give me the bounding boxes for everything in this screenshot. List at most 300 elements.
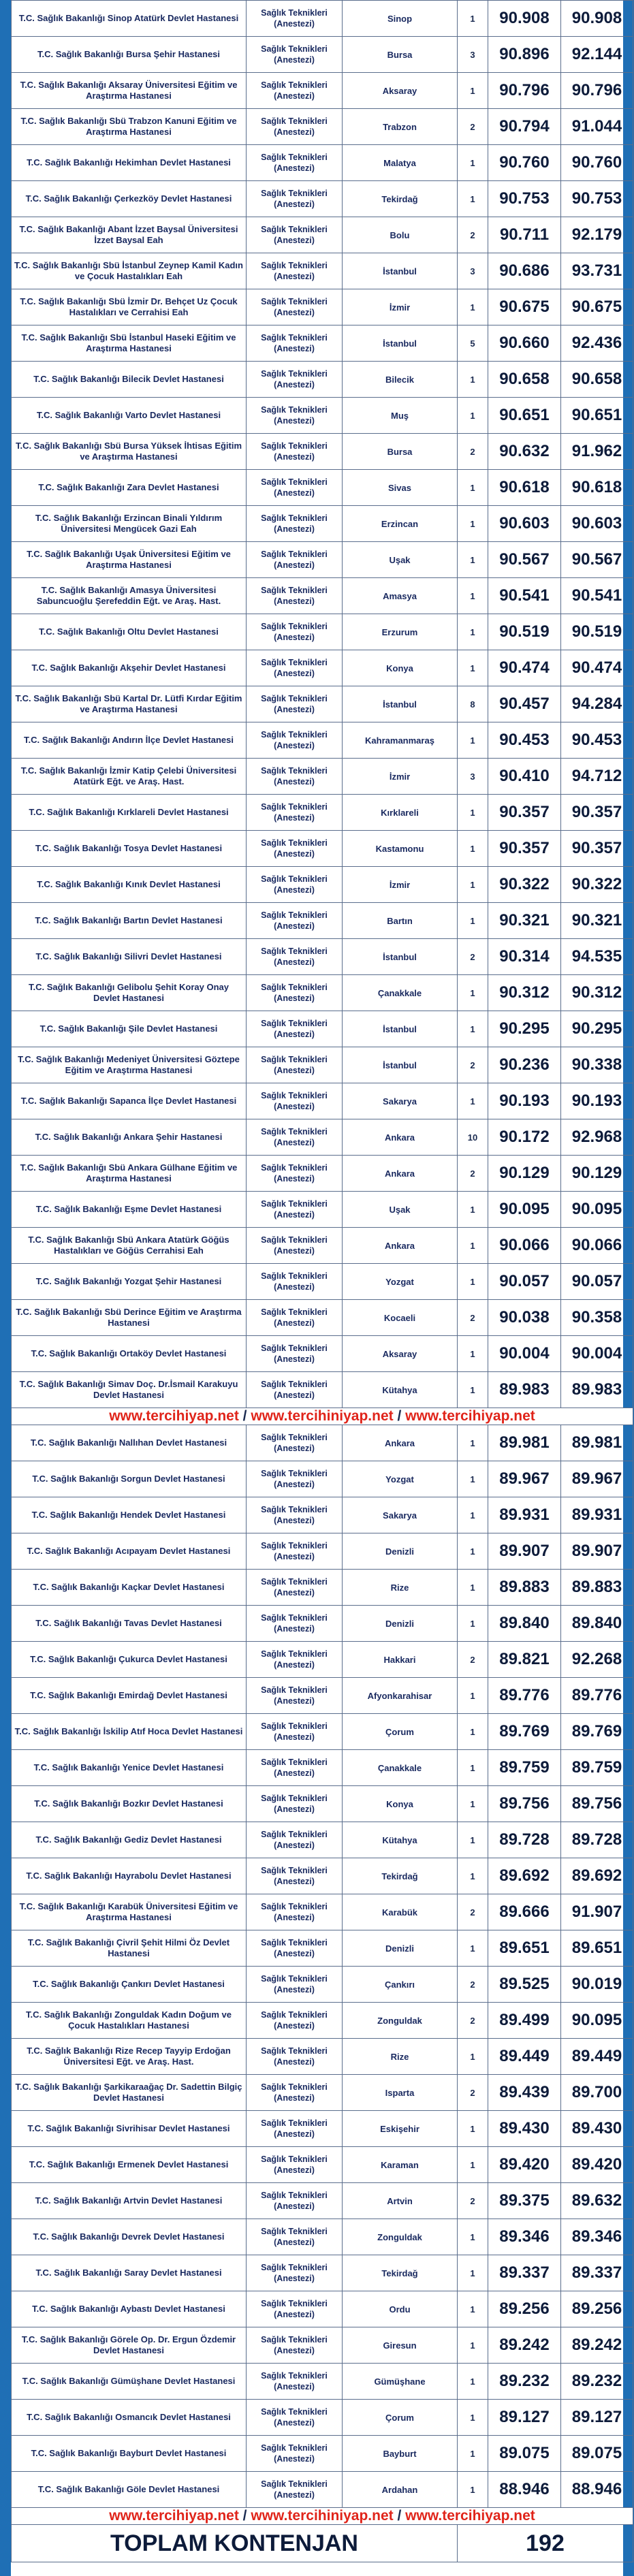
hospital-name: T.C. Sağlık Bakanlığı Devrek Devlet Hastanesi xyxy=(12,2219,247,2255)
base-score: 90.295 xyxy=(488,1011,561,1047)
base-score: 89.981 xyxy=(488,1425,561,1461)
base-score: 90.760 xyxy=(488,145,561,181)
program-name: Sağlık Teknikleri (Anestezi) xyxy=(247,542,343,578)
table-body-second xyxy=(12,1425,633,2508)
table-row xyxy=(12,1533,633,1570)
base-score: 89.840 xyxy=(488,1606,561,1642)
hospital-name: T.C. Sağlık Bakanlığı Bursa Şehir Hastanesi xyxy=(12,37,247,73)
base-score: 90.603 xyxy=(488,506,561,542)
program-name: Sağlık Teknikleri (Anestezi) xyxy=(247,1894,343,1930)
base-score: 89.346 xyxy=(488,2219,561,2255)
quota-value: 3 xyxy=(458,253,488,289)
base-score: 90.321 xyxy=(488,903,561,939)
top-score: 92.436 xyxy=(561,325,633,362)
top-score: 90.322 xyxy=(561,867,633,903)
program-name: Sağlık Teknikleri (Anestezi) xyxy=(247,506,343,542)
quota-value: 1 xyxy=(458,903,488,939)
hospital-name: T.C. Sağlık Bakanlığı Andırın İlçe Devlet Hastanesi xyxy=(12,722,247,759)
watermark-slash: / xyxy=(242,2508,247,2524)
table-row xyxy=(12,1930,633,1967)
quota-value: 1 xyxy=(458,1606,488,1642)
top-score: 93.731 xyxy=(561,253,633,289)
table-row xyxy=(12,2039,633,2075)
hospital-name: T.C. Sağlık Bakanlığı Sbü Derince Eğitim ve Araştırma Hastanesi xyxy=(12,1300,247,1336)
top-score: 90.095 xyxy=(561,1192,633,1228)
hospital-name: T.C. Sağlık Bakanlığı Ermenek Devlet Hastanesi xyxy=(12,2147,247,2183)
hospital-name: T.C. Sağlık Bakanlığı Zara Devlet Hastanesi xyxy=(12,470,247,506)
program-name: Sağlık Teknikleri (Anestezi) xyxy=(247,2327,343,2364)
top-score: 89.883 xyxy=(561,1570,633,1606)
hospital-name: T.C. Sağlık Bakanlığı Sapanca İlçe Devlet Hastanesi xyxy=(12,1083,247,1119)
base-score: 89.883 xyxy=(488,1570,561,1606)
program-name: Sağlık Teknikleri (Anestezi) xyxy=(247,362,343,398)
table-row xyxy=(12,614,633,650)
hospital-name: T.C. Sağlık Bakanlığı Çerkezköy Devlet Hastanesi xyxy=(12,181,247,217)
hospital-name: T.C. Sağlık Bakanlığı Sbü Ankara Atatürk Göğüs Hastalıkları ve Göğüs Cerrahisi Eah xyxy=(12,1228,247,1264)
quota-value: 1 xyxy=(458,542,488,578)
table-row xyxy=(12,867,633,903)
hospital-name: T.C. Sağlık Bakanlığı Bozkır Devlet Hastanesi xyxy=(12,1786,247,1822)
program-name: Sağlık Teknikleri (Anestezi) xyxy=(247,1570,343,1606)
hospital-name: T.C. Sağlık Bakanlığı İzmir Katip Çelebi Üniversitesi Atatürk Eğt. ve Araş. Hast. xyxy=(12,759,247,795)
quota-value: 1 xyxy=(458,1497,488,1533)
base-score: 89.430 xyxy=(488,2111,561,2147)
total-value: 192 xyxy=(458,2525,633,2562)
program-name: Sağlık Teknikleri (Anestezi) xyxy=(247,1300,343,1336)
table-row xyxy=(12,362,633,398)
watermark-link-2[interactable]: www.tercihiniyap.net xyxy=(251,1408,394,1424)
top-score: 89.769 xyxy=(561,1714,633,1750)
quota-table-container xyxy=(11,0,623,2576)
table-row xyxy=(12,722,633,759)
top-score: 89.981 xyxy=(561,1425,633,1461)
top-score: 90.658 xyxy=(561,362,633,398)
quota-value: 1 xyxy=(458,181,488,217)
hospital-name: T.C. Sağlık Bakanlığı Amasya Üniversitesi Sabuncuoğlu Şerefeddin Eğt. ve Araş. Hast. xyxy=(12,578,247,614)
watermark-link-3[interactable]: www.tercihiyap.net xyxy=(405,1408,535,1424)
base-score: 90.457 xyxy=(488,686,561,722)
base-score: 90.314 xyxy=(488,939,561,975)
base-score: 90.658 xyxy=(488,362,561,398)
quota-value: 1 xyxy=(458,470,488,506)
city-name: Erzurum xyxy=(343,614,458,650)
base-score: 90.519 xyxy=(488,614,561,650)
table-row xyxy=(12,2291,633,2327)
program-name: Sağlık Teknikleri (Anestezi) xyxy=(247,759,343,795)
hospital-name: T.C. Sağlık Bakanlığı Çivril Şehit Hilmi Öz Devlet Hastanesi xyxy=(12,1930,247,1967)
program-name: Sağlık Teknikleri (Anestezi) xyxy=(247,1967,343,2003)
hospital-name: T.C. Sağlık Bakanlığı Çankırı Devlet Hastanesi xyxy=(12,1967,247,2003)
quota-value: 1 xyxy=(458,398,488,434)
hospital-name: T.C. Sağlık Bakanlığı Göle Devlet Hastanesi xyxy=(12,2472,247,2508)
table-row xyxy=(12,1119,633,1156)
base-score: 90.322 xyxy=(488,867,561,903)
quota-value: 1 xyxy=(458,2400,488,2436)
program-name: Sağlık Teknikleri (Anestezi) xyxy=(247,217,343,253)
table-row xyxy=(12,1606,633,1642)
program-name: Sağlık Teknikleri (Anestezi) xyxy=(247,2436,343,2472)
table-row xyxy=(12,1336,633,1372)
quota-value: 1 xyxy=(458,1228,488,1264)
program-name: Sağlık Teknikleri (Anestezi) xyxy=(247,1533,343,1570)
city-name: Yozgat xyxy=(343,1264,458,1300)
program-name: Sağlık Teknikleri (Anestezi) xyxy=(247,289,343,325)
quota-value: 1 xyxy=(458,1678,488,1714)
watermark-link-1[interactable]: www.tercihiyap.net xyxy=(109,2508,239,2524)
program-name: Sağlık Teknikleri (Anestezi) xyxy=(247,434,343,470)
city-name: Artvin xyxy=(343,2183,458,2219)
base-score: 90.796 xyxy=(488,73,561,109)
city-name: Bolu xyxy=(343,217,458,253)
table-row xyxy=(12,1,633,37)
program-name: Sağlık Teknikleri (Anestezi) xyxy=(247,1858,343,1894)
hospital-name: T.C. Sağlık Bakanlığı Sorgun Devlet Hastanesi xyxy=(12,1461,247,1497)
quota-value: 8 xyxy=(458,686,488,722)
table-row xyxy=(12,181,633,217)
program-name: Sağlık Teknikleri (Anestezi) xyxy=(247,1047,343,1083)
table-row xyxy=(12,975,633,1011)
quota-value: 1 xyxy=(458,578,488,614)
program-name: Sağlık Teknikleri (Anestezi) xyxy=(247,1497,343,1533)
base-score: 90.357 xyxy=(488,831,561,867)
table-row xyxy=(12,1192,633,1228)
program-name: Sağlık Teknikleri (Anestezi) xyxy=(247,975,343,1011)
table-row xyxy=(12,1750,633,1786)
base-score: 90.711 xyxy=(488,217,561,253)
top-score: 90.004 xyxy=(561,1336,633,1372)
base-score: 90.908 xyxy=(488,1,561,37)
hospital-name: T.C. Sağlık Bakanlığı Gelibolu Şehit Koray Onay Devlet Hastanesi xyxy=(12,975,247,1011)
hospital-name: T.C. Sağlık Bakanlığı Bartın Devlet Hastanesi xyxy=(12,903,247,939)
watermark-row xyxy=(12,1408,633,1425)
table-row xyxy=(12,1570,633,1606)
top-score: 90.193 xyxy=(561,1083,633,1119)
program-name: Sağlık Teknikleri (Anestezi) xyxy=(247,1750,343,1786)
program-name: Sağlık Teknikleri (Anestezi) xyxy=(247,1083,343,1119)
top-score: 89.346 xyxy=(561,2219,633,2255)
program-name: Sağlık Teknikleri (Anestezi) xyxy=(247,1714,343,1750)
hospital-name: T.C. Sağlık Bakanlığı Yozgat Şehir Hastanesi xyxy=(12,1264,247,1300)
city-name: İzmir xyxy=(343,759,458,795)
hospital-name: T.C. Sağlık Bakanlığı Abant İzzet Baysal Üniversitesi İzzet Baysal Eah xyxy=(12,217,247,253)
top-score: 90.095 xyxy=(561,2003,633,2039)
city-name: İstanbul xyxy=(343,325,458,362)
program-name: Sağlık Teknikleri (Anestezi) xyxy=(247,1264,343,1300)
base-score: 90.474 xyxy=(488,650,561,686)
city-name: Uşak xyxy=(343,1192,458,1228)
table-row xyxy=(12,686,633,722)
program-name: Sağlık Teknikleri (Anestezi) xyxy=(247,2183,343,2219)
table-row xyxy=(12,578,633,614)
top-score: 90.675 xyxy=(561,289,633,325)
top-score: 92.268 xyxy=(561,1642,633,1678)
hospital-name: T.C. Sağlık Bakanlığı Gümüşhane Devlet Hastanesi xyxy=(12,2364,247,2400)
table-row xyxy=(12,1156,633,1192)
program-name: Sağlık Teknikleri (Anestezi) xyxy=(247,37,343,73)
hospital-name: T.C. Sağlık Bakanlığı Sbü Kartal Dr. Lütfi Kırdar Eğitim ve Araştırma Hastanesi xyxy=(12,686,247,722)
hospital-name: T.C. Sağlık Bakanlığı Ankara Şehir Hastanesi xyxy=(12,1119,247,1156)
base-score: 89.375 xyxy=(488,2183,561,2219)
program-name: Sağlık Teknikleri (Anestezi) xyxy=(247,1678,343,1714)
city-name: Zonguldak xyxy=(343,2219,458,2255)
top-score: 92.179 xyxy=(561,217,633,253)
program-name: Sağlık Teknikleri (Anestezi) xyxy=(247,939,343,975)
top-score: 89.632 xyxy=(561,2183,633,2219)
hospital-name: T.C. Sağlık Bakanlığı Sbü İzmir Dr. Behçet Uz Çocuk Hastalıkları ve Cerrahisi Eah xyxy=(12,289,247,325)
base-score: 89.651 xyxy=(488,1930,561,1967)
city-name: İstanbul xyxy=(343,253,458,289)
table-row xyxy=(12,398,633,434)
quota-value: 1 xyxy=(458,975,488,1011)
city-name: Aksaray xyxy=(343,1336,458,1372)
table-row xyxy=(12,1497,633,1533)
city-name: Ankara xyxy=(343,1228,458,1264)
quota-value: 1 xyxy=(458,1750,488,1786)
quota-value: 2 xyxy=(458,2003,488,2039)
program-name: Sağlık Teknikleri (Anestezi) xyxy=(247,1822,343,1858)
base-score: 89.337 xyxy=(488,2255,561,2291)
hospital-name: T.C. Sağlık Bakanlığı Oltu Devlet Hastanesi xyxy=(12,614,247,650)
table-row xyxy=(12,2147,633,2183)
hospital-name: T.C. Sağlık Bakanlığı Simav Doç. Dr.İsmail Karakuyu Devlet Hastanesi xyxy=(12,1372,247,1408)
table-row xyxy=(12,506,633,542)
table-row xyxy=(12,2075,633,2111)
base-score: 89.728 xyxy=(488,1822,561,1858)
quota-value: 1 xyxy=(458,1083,488,1119)
city-name: Kırklareli xyxy=(343,795,458,831)
city-name: Eskişehir xyxy=(343,2111,458,2147)
table-row xyxy=(12,325,633,362)
top-score: 90.019 xyxy=(561,1967,633,2003)
hospital-name: T.C. Sağlık Bakanlığı Çukurca Devlet Hastanesi xyxy=(12,1642,247,1678)
base-score: 89.907 xyxy=(488,1533,561,1570)
table-row xyxy=(12,1264,633,1300)
city-name: Tekirdağ xyxy=(343,1858,458,1894)
base-score: 90.675 xyxy=(488,289,561,325)
table-row xyxy=(12,1372,633,1408)
top-score: 90.057 xyxy=(561,1264,633,1300)
table-row xyxy=(12,2364,633,2400)
quota-value: 1 xyxy=(458,2472,488,2508)
watermark-cell-footer xyxy=(12,2508,633,2525)
watermark-slash: / xyxy=(397,2508,402,2524)
table-row xyxy=(12,37,633,73)
program-name: Sağlık Teknikleri (Anestezi) xyxy=(247,2219,343,2255)
quota-value: 2 xyxy=(458,2183,488,2219)
base-score: 90.660 xyxy=(488,325,561,362)
total-label: TOPLAM KONTENJAN xyxy=(12,2525,458,2562)
program-name: Sağlık Teknikleri (Anestezi) xyxy=(247,1228,343,1264)
watermark-link-3[interactable]: www.tercihiyap.net xyxy=(405,2508,535,2524)
quota-value: 1 xyxy=(458,2219,488,2255)
program-name: Sağlık Teknikleri (Anestezi) xyxy=(247,2255,343,2291)
hospital-name: T.C. Sağlık Bakanlığı Erzincan Binali Yıldırım Üniversitesi Mengücek Gazi Eah xyxy=(12,506,247,542)
base-score: 89.769 xyxy=(488,1714,561,1750)
quota-value: 2 xyxy=(458,109,488,145)
quota-value: 1 xyxy=(458,722,488,759)
hospital-name: T.C. Sağlık Bakanlığı Şile Devlet Hastanesi xyxy=(12,1011,247,1047)
top-score: 90.312 xyxy=(561,975,633,1011)
base-score: 90.357 xyxy=(488,795,561,831)
table-row xyxy=(12,1967,633,2003)
city-name: Çorum xyxy=(343,2400,458,2436)
hospital-name: T.C. Sağlık Bakanlığı Karabük Üniversitesi Eğitim ve Araştırma Hastanesi xyxy=(12,1894,247,1930)
quota-value: 1 xyxy=(458,2147,488,2183)
hospital-name: T.C. Sağlık Bakanlığı Bilecik Devlet Hastanesi xyxy=(12,362,247,398)
city-name: Ardahan xyxy=(343,2472,458,2508)
city-name: Malatya xyxy=(343,145,458,181)
watermark-row-group xyxy=(12,1408,633,1425)
city-name: Yozgat xyxy=(343,1461,458,1497)
base-score: 89.420 xyxy=(488,2147,561,2183)
top-score: 89.692 xyxy=(561,1858,633,1894)
city-name: Ankara xyxy=(343,1156,458,1192)
quota-value: 1 xyxy=(458,1822,488,1858)
city-name: Uşak xyxy=(343,542,458,578)
top-score: 94.712 xyxy=(561,759,633,795)
top-score: 89.242 xyxy=(561,2327,633,2364)
table-row xyxy=(12,253,633,289)
top-score: 89.759 xyxy=(561,1750,633,1786)
hospital-name: T.C. Sağlık Bakanlığı Tavas Devlet Hastanesi xyxy=(12,1606,247,1642)
top-score: 89.931 xyxy=(561,1497,633,1533)
top-score: 94.535 xyxy=(561,939,633,975)
city-name: İzmir xyxy=(343,867,458,903)
program-name: Sağlık Teknikleri (Anestezi) xyxy=(247,2364,343,2400)
top-score: 89.430 xyxy=(561,2111,633,2147)
table-row xyxy=(12,939,633,975)
table-row xyxy=(12,903,633,939)
quota-value: 1 xyxy=(458,1461,488,1497)
city-name: İstanbul xyxy=(343,686,458,722)
base-score: 90.541 xyxy=(488,578,561,614)
program-name: Sağlık Teknikleri (Anestezi) xyxy=(247,578,343,614)
base-score: 89.776 xyxy=(488,1678,561,1714)
top-score: 89.449 xyxy=(561,2039,633,2075)
city-name: Denizli xyxy=(343,1533,458,1570)
quota-value: 1 xyxy=(458,1533,488,1570)
quota-value: 2 xyxy=(458,1156,488,1192)
table-row xyxy=(12,1894,633,1930)
hospital-name: T.C. Sağlık Bakanlığı Kırklareli Devlet Hastanesi xyxy=(12,795,247,831)
hospital-name: T.C. Sağlık Bakanlığı Sivrihisar Devlet Hastanesi xyxy=(12,2111,247,2147)
top-score: 90.474 xyxy=(561,650,633,686)
base-score: 90.057 xyxy=(488,1264,561,1300)
hospital-name: T.C. Sağlık Bakanlığı Eşme Devlet Hastanesi xyxy=(12,1192,247,1228)
city-name: İstanbul xyxy=(343,1011,458,1047)
quota-value: 1 xyxy=(458,1336,488,1372)
hospital-name: T.C. Sağlık Bakanlığı Rize Recep Tayyip Erdoğan Üniversitesi Eğt. ve Araş. Hast. xyxy=(12,2039,247,2075)
hospital-name: T.C. Sağlık Bakanlığı Sinop Atatürk Devlet Hastanesi xyxy=(12,1,247,37)
top-score: 89.651 xyxy=(561,1930,633,1967)
table-row xyxy=(12,2003,633,2039)
total-row xyxy=(12,2525,633,2562)
quota-value: 1 xyxy=(458,614,488,650)
quota-value: 1 xyxy=(458,362,488,398)
city-name: Ankara xyxy=(343,1425,458,1461)
top-score: 90.651 xyxy=(561,398,633,434)
hospital-name: T.C. Sağlık Bakanlığı Medeniyet Üniversitesi Göztepe Eğitim ve Araştırma Hastanesi xyxy=(12,1047,247,1083)
quota-value: 5 xyxy=(458,325,488,362)
watermark-cell xyxy=(12,1408,633,1425)
hospital-name: T.C. Sağlık Bakanlığı Hekimhan Devlet Hastanesi xyxy=(12,145,247,181)
base-score: 90.453 xyxy=(488,722,561,759)
base-score: 89.232 xyxy=(488,2364,561,2400)
base-score: 90.236 xyxy=(488,1047,561,1083)
table-row xyxy=(12,1083,633,1119)
program-name: Sağlık Teknikleri (Anestezi) xyxy=(247,1336,343,1372)
hospital-name: T.C. Sağlık Bakanlığı Uşak Üniversitesi Eğitim ve Araştırma Hastanesi xyxy=(12,542,247,578)
base-score: 90.312 xyxy=(488,975,561,1011)
hospital-name: T.C. Sağlık Bakanlığı Varto Devlet Hastanesi xyxy=(12,398,247,434)
quota-value: 1 xyxy=(458,1192,488,1228)
quota-value: 1 xyxy=(458,1930,488,1967)
city-name: Kocaeli xyxy=(343,1300,458,1336)
top-score: 89.232 xyxy=(561,2364,633,2400)
program-name: Sağlık Teknikleri (Anestezi) xyxy=(247,325,343,362)
table-row xyxy=(12,831,633,867)
top-score: 89.967 xyxy=(561,1461,633,1497)
city-name: Denizli xyxy=(343,1930,458,1967)
quota-value: 1 xyxy=(458,1786,488,1822)
top-score: 89.840 xyxy=(561,1606,633,1642)
base-score: 90.172 xyxy=(488,1119,561,1156)
base-score: 89.449 xyxy=(488,2039,561,2075)
base-score: 89.242 xyxy=(488,2327,561,2364)
city-name: Çanakkale xyxy=(343,1750,458,1786)
city-name: Trabzon xyxy=(343,109,458,145)
city-name: Çanakkale xyxy=(343,975,458,1011)
base-score: 89.983 xyxy=(488,1372,561,1408)
city-name: Zonguldak xyxy=(343,2003,458,2039)
quota-value: 1 xyxy=(458,1570,488,1606)
hospital-name: T.C. Sağlık Bakanlığı Aksaray Üniversitesi Eğitim ve Araştırma Hastanesi xyxy=(12,73,247,109)
table-row xyxy=(12,73,633,109)
top-score: 89.256 xyxy=(561,2291,633,2327)
base-score: 89.256 xyxy=(488,2291,561,2327)
city-name: Erzincan xyxy=(343,506,458,542)
hospital-name: T.C. Sağlık Bakanlığı Kaçkar Devlet Hastanesi xyxy=(12,1570,247,1606)
watermark-link-1[interactable]: www.tercihiyap.net xyxy=(109,1408,239,1424)
city-name: Çankırı xyxy=(343,1967,458,2003)
quota-value: 1 xyxy=(458,831,488,867)
base-score: 89.821 xyxy=(488,1642,561,1678)
top-score: 89.728 xyxy=(561,1822,633,1858)
quota-value: 1 xyxy=(458,2111,488,2147)
base-score: 90.038 xyxy=(488,1300,561,1336)
program-name: Sağlık Teknikleri (Anestezi) xyxy=(247,795,343,831)
quota-value: 1 xyxy=(458,1714,488,1750)
hospital-name: T.C. Sağlık Bakanlığı Acıpayam Devlet Hastanesi xyxy=(12,1533,247,1570)
hospital-name: T.C. Sağlık Bakanlığı Sbü Ankara Gülhane Eğitim ve Araştırma Hastanesi xyxy=(12,1156,247,1192)
city-name: Kahramanmaraş xyxy=(343,722,458,759)
top-score: 90.295 xyxy=(561,1011,633,1047)
program-name: Sağlık Teknikleri (Anestezi) xyxy=(247,1372,343,1408)
quota-value: 3 xyxy=(458,37,488,73)
top-score: 90.066 xyxy=(561,1228,633,1264)
quota-value: 1 xyxy=(458,2327,488,2364)
top-score: 90.753 xyxy=(561,181,633,217)
watermark-link-2[interactable]: www.tercihiniyap.net xyxy=(251,2508,394,2524)
table-row xyxy=(12,2472,633,2508)
quota-value: 1 xyxy=(458,1011,488,1047)
base-score: 90.410 xyxy=(488,759,561,795)
table-row xyxy=(12,795,633,831)
city-name: Konya xyxy=(343,1786,458,1822)
program-name: Sağlık Teknikleri (Anestezi) xyxy=(247,1,343,37)
city-name: Konya xyxy=(343,650,458,686)
program-name: Sağlık Teknikleri (Anestezi) xyxy=(247,686,343,722)
